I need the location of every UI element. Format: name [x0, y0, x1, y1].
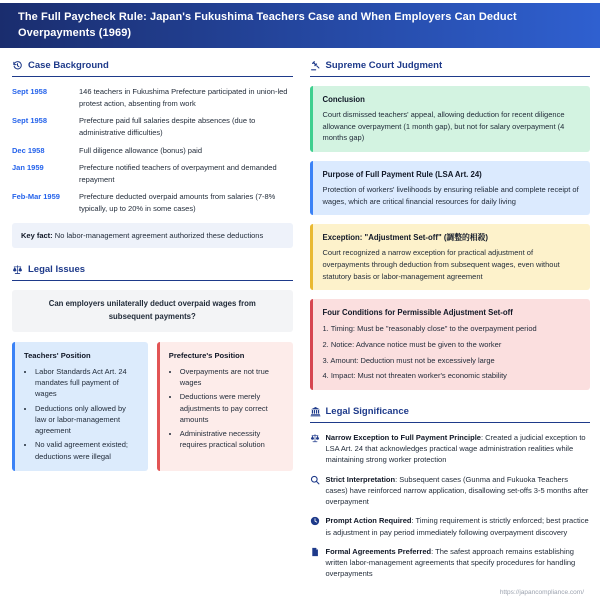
significance-lead: Formal Agreements Preferred — [325, 546, 432, 556]
significance-lead: Prompt Action Required — [325, 516, 412, 526]
key-fact-text: No labor-management agreement authorized these deductions — [52, 230, 264, 240]
key-fact-label: Key fact: — [21, 230, 53, 240]
timeline-entry — [12, 162, 293, 185]
content-columns — [0, 48, 600, 596]
timeline-date: Jan 1959 — [12, 163, 44, 173]
condition-item: 4. Impact: Must not threaten worker's economic stability — [322, 371, 507, 381]
prefecture-position-card — [157, 342, 293, 471]
exception-text: Court recognized a narrow exception for practical adjustment of overpayments through deduction from subsequent wages, even without statutory basis or labor-management agreement — [322, 248, 560, 281]
significance-header — [310, 406, 591, 423]
teachers-position-list — [24, 366, 139, 462]
prefecture-position-list — [169, 366, 284, 451]
scales-icon — [12, 264, 23, 275]
footer-url: https://japancompliance.com/ — [499, 588, 584, 596]
significance-text: Prompt Action Required: Timing requirement is strictly enforced; best practice is adjustment in pay period immediately following overpayment discovery — [325, 516, 589, 537]
purpose-card — [310, 161, 591, 215]
document-icon — [310, 547, 320, 557]
significance-text: Strict Interpretation: Subsequent cases (Gunma and Fukuoka Teachers cases) have reinforced narrow application, disallowing set-offs 3-5 months after overpayment — [325, 474, 589, 507]
key-fact-box — [12, 223, 293, 248]
conclusion-text: Court dismissed teachers' appeal, allowing deduction for recent diligence allowance overpayment (1 month gap), but not for salary overpayment (4 months gap) — [322, 110, 565, 143]
section-legal-issues — [12, 264, 293, 471]
significance-lead: Narrow Exception to Full Payment Principle — [325, 432, 481, 442]
legal-question-box: Can employers unilaterally deduct overpaid wages from subsequent payments? — [12, 290, 293, 332]
timeline-date: Sept 1958 — [12, 116, 48, 126]
conclusion-card — [310, 86, 591, 152]
right-column — [310, 60, 591, 596]
judgment-title: Supreme Court Judgment — [325, 60, 443, 71]
teachers-position-card — [12, 342, 148, 471]
timeline-date: Feb-Mar 1959 — [12, 192, 60, 202]
exception-title: Exception: "Adjustment Set-off" (調整的相殺) — [322, 233, 488, 243]
case-background-header — [12, 60, 293, 77]
condition-item: 3. Amount: Deduction must not be excessively large — [322, 355, 495, 365]
timeline-date: Dec 1958 — [12, 145, 45, 155]
prefecture-position-title: Prefecture's Position — [168, 350, 245, 360]
four-conditions-title: Four Conditions for Permissible Adjustment Set-off — [322, 308, 513, 318]
purpose-text: Protection of workers' livelihoods by ensuring reliable and complete receipt of wages, which are critical financial resources for daily living — [322, 185, 579, 206]
bank-icon — [310, 406, 321, 417]
title-bar — [0, 3, 600, 48]
section-supreme-court-judgment — [310, 60, 591, 390]
search-icon — [310, 475, 320, 485]
purpose-title: Purpose of Full Payment Rule (LSA Art. 24) — [322, 169, 482, 179]
condition-item: 1. Timing: Must be "reasonably close" to the overpayment period — [322, 324, 537, 334]
scales-icon — [310, 433, 320, 443]
clock-icon — [310, 516, 320, 526]
timeline-entry — [12, 191, 293, 214]
significance-item — [310, 515, 591, 538]
conclusion-title: Conclusion — [322, 95, 365, 104]
timeline-text: Prefecture deducted overpaid amounts from salaries (7-8% typically, up to 20% in some cases) — [79, 192, 276, 213]
teachers-position-title: Teachers' Position — [24, 350, 91, 360]
exception-card — [310, 224, 591, 290]
position-point: • Administrative necessity requires practical solution — [180, 428, 284, 451]
timeline-text: Prefecture notified teachers of overpayment and demanded repayment — [79, 163, 277, 184]
position-point: • No valid agreement existed; deductions were illegal — [35, 439, 139, 462]
judgment-header — [310, 60, 591, 77]
four-conditions-card — [310, 299, 591, 390]
left-column — [12, 60, 293, 487]
significance-item — [310, 546, 591, 580]
legal-issues-title: Legal Issues — [28, 263, 86, 275]
position-point: • Deductions only allowed by law or labor-management agreement — [35, 403, 139, 437]
position-point: • Labor Standards Act Art. 24 mandates full payment of wages — [35, 366, 139, 400]
significance-title: Legal Significance — [325, 405, 409, 417]
timeline-entry — [12, 145, 293, 157]
significance-item — [310, 432, 591, 466]
timeline-entry — [12, 86, 293, 109]
significance-text: Formal Agreements Preferred: The safest approach remains establishing written labor-management agreements that specify procedures for handling overpayments — [325, 546, 576, 579]
timeline-text: 146 teachers in Fukushima Prefecture participated in union-led protest action, absenting from work — [79, 87, 288, 108]
case-background-title: Case Background — [28, 60, 109, 71]
history-icon — [12, 60, 23, 71]
position-point: • Deductions were merely adjustments to pay correct amounts — [180, 391, 284, 425]
timeline-date: Sept 1958 — [12, 87, 48, 96]
significance-lead: Strict Interpretation — [325, 474, 396, 484]
gavel-icon — [310, 60, 321, 71]
significance-text: Narrow Exception to Full Payment Principle: Created a judicial exception to LSA Art. 24 that acknowledges practical wage administration realities while maintaining strong worker protection — [325, 432, 586, 465]
section-legal-significance — [310, 406, 591, 596]
condition-item: 2. Notice: Advance notice must be given to the worker — [322, 339, 502, 349]
timeline-entry — [12, 115, 293, 138]
position-point: • Overpayments are not true wages — [180, 366, 284, 389]
timeline-text: Prefecture paid full salaries despite absences (due to administrative difficulties) — [79, 116, 256, 137]
page-title: The Full Paycheck Rule: Japan's Fukushima Teachers Case and When Employers Can Deduct Overpayments (1969) — [18, 11, 517, 39]
legal-issues-header — [12, 264, 293, 281]
section-case-background — [12, 60, 293, 248]
significance-item — [310, 474, 591, 508]
timeline-text: Full diligence allowance (bonus) paid — [79, 145, 202, 155]
positions-grid — [12, 342, 293, 471]
